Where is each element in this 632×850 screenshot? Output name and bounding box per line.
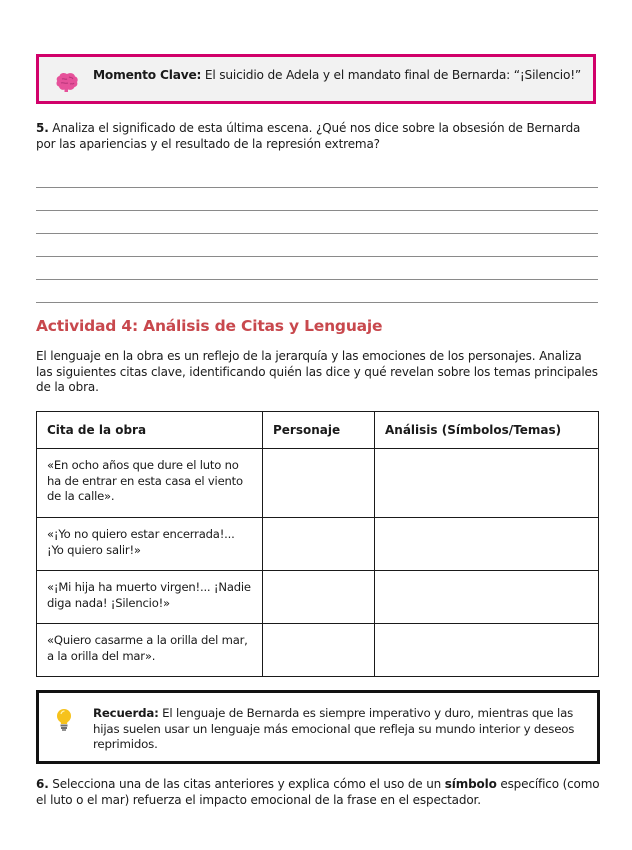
quote-cell: «¡Mi hija ha muerto virgen!... ¡Nadie diga nada! ¡Silencio!» (37, 571, 263, 624)
reminder-label: Recuerda: (93, 706, 159, 720)
key-moment-text (93, 68, 581, 82)
analysis-cell[interactable] (375, 518, 599, 571)
answer-line[interactable] (36, 302, 598, 303)
reminder-callout (36, 690, 600, 764)
character-cell[interactable] (263, 571, 375, 624)
key-moment-label: Momento Clave: (93, 68, 202, 82)
question-6-text-after: específico (como el luto o el mar) refuerza el impacto emocional de la frase en el espectador. (36, 777, 600, 807)
key-moment-description: El suicidio de Adela y el mandato final de Bernarda: “¡Silencio!” (201, 68, 582, 82)
answer-line[interactable] (36, 256, 598, 257)
activity-4-intro: El lenguaje en la obra es un reflejo de la jerarquía y las emociones de los personajes. Analiza las siguientes citas clave, identificando quién las dice y qué revelan sobre los temas principales de la obra. (36, 349, 598, 394)
quotes-table (36, 411, 599, 677)
lightbulb-icon (55, 708, 73, 732)
activity-4-title: Actividad 4: Análisis de Citas y Lenguaje (36, 317, 383, 335)
question-6-bold-word: símbolo (444, 777, 497, 791)
table-row (37, 449, 599, 518)
answer-line[interactable] (36, 233, 598, 234)
question-5-text: Analiza el significado de esta última escena. ¿Qué nos dice sobre la obsesión de Bernarda por las apariencias y el resultado de la represión extrema? (36, 121, 581, 151)
analysis-cell[interactable] (375, 571, 599, 624)
table-row (37, 624, 599, 677)
table-row (37, 518, 599, 571)
answer-line[interactable] (36, 279, 598, 280)
quote-cell: «Quiero casarme a la orilla del mar, a la orilla del mar». (37, 624, 263, 677)
character-cell[interactable] (263, 518, 375, 571)
brain-icon (55, 71, 79, 93)
quote-cell: «En ocho años que dure el luto no ha de entrar en esta casa el viento de la calle». (37, 449, 263, 518)
answer-line[interactable] (36, 187, 598, 188)
question-6-text-before: Selecciona una de las citas anteriores y explica cómo el uso de un (48, 777, 445, 791)
key-moment-callout (36, 54, 596, 104)
question-5 (36, 121, 601, 152)
character-cell[interactable] (263, 624, 375, 677)
header-quote: Cita de la obra (37, 412, 263, 449)
table-row (37, 571, 599, 624)
header-character: Personaje (263, 412, 375, 449)
quote-cell: «¡Yo no quiero estar encerrada!... ¡Yo quiero salir!» (37, 518, 263, 571)
header-analysis: Análisis (Símbolos/Temas) (375, 412, 599, 449)
character-cell[interactable] (263, 449, 375, 518)
reminder-text (93, 706, 589, 753)
question-6 (36, 777, 601, 808)
question-6-number: 6. (36, 777, 49, 791)
question-5-number: 5. (36, 121, 49, 135)
analysis-cell[interactable] (375, 624, 599, 677)
reminder-description: El lenguaje de Bernarda es siempre imperativo y duro, mientras que las hijas suelen usar un lenguaje más emocional que refleja su mundo interior y deseos reprimidos. (93, 706, 575, 751)
table-header-row (37, 412, 599, 449)
analysis-cell[interactable] (375, 449, 599, 518)
answer-line[interactable] (36, 210, 598, 211)
